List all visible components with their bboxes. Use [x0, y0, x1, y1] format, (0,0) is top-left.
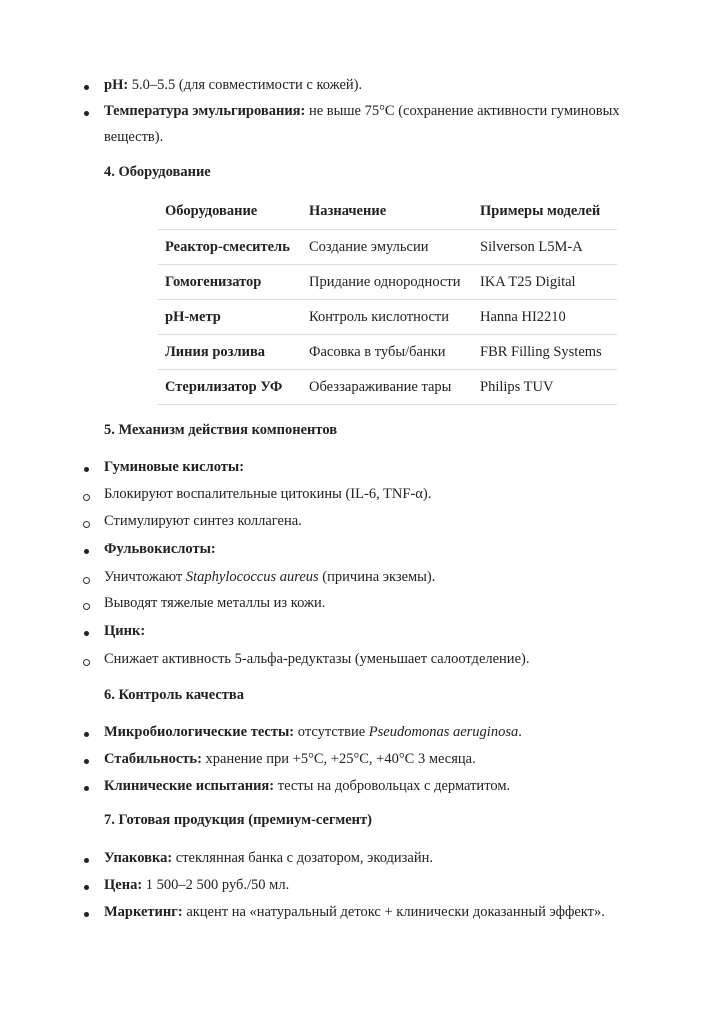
sub-bullet-icon: [83, 494, 90, 501]
table-cell: Фасовка в тубы/банки: [302, 335, 473, 370]
table-cell: Реактор-смеситель: [158, 230, 302, 265]
table-row: [158, 230, 617, 265]
table-row: [158, 370, 617, 405]
fulvic-item-1-pre: Уничтожают: [104, 569, 186, 585]
clin-value: тесты на добровольцах с дерматитом.: [274, 778, 511, 794]
equipment-table: [158, 193, 617, 405]
mkt-line: [104, 904, 605, 921]
micro-line: [104, 724, 522, 741]
table-header-row: [158, 193, 617, 230]
table-row: [158, 300, 617, 335]
fulvic-label: [104, 541, 216, 558]
table-cell: Стерилизатор УФ: [158, 370, 302, 405]
table-header: Оборудование: [158, 193, 302, 230]
temp-line-cont: веществ).: [104, 129, 164, 145]
table-header: Назначение: [302, 193, 473, 230]
zinc-label-text: Цинк:: [104, 623, 146, 639]
zinc-item-1: Снижает активность 5-альфа-редуктазы (уменьшает салоотделение).: [104, 651, 530, 667]
pack-line: [104, 850, 433, 867]
section-7-title: 7. Готовая продукция (премиум-сегмент): [104, 812, 372, 828]
clin-label: Клинические испытания:: [104, 778, 275, 794]
ph-label: pH:: [104, 77, 129, 93]
ph-line: [104, 77, 362, 94]
bullet-icon: [84, 858, 89, 863]
humic-item-2: Стимулируют синтез коллагена.: [104, 513, 302, 529]
humic-item-1: Блокируют воспалительные цитокины (IL-6, TNF-α).: [104, 486, 432, 502]
fulvic-label-text: Фульвокислоты:: [104, 541, 216, 557]
table-header: Примеры моделей: [473, 193, 617, 230]
price-value: 1 500–2 500 руб./50 мл.: [142, 877, 290, 893]
bullet-icon: [84, 759, 89, 764]
bullet-icon: [84, 111, 89, 116]
micro-italic: Pseudomonas aeruginosa: [368, 724, 519, 740]
zinc-label: [104, 623, 145, 640]
sub-bullet-icon: [83, 521, 90, 528]
fulvic-item-1-post: (причина экземы).: [318, 569, 436, 585]
table-cell: IKA T25 Digital: [473, 265, 617, 300]
table-cell: Контроль кислотности: [302, 300, 473, 335]
clin-line: [104, 778, 510, 795]
sub-bullet-icon: [83, 577, 90, 584]
bullet-icon: [84, 467, 89, 472]
stab-value: хранение при +5°C, +25°C, +40°C 3 месяца.: [201, 751, 476, 767]
table-cell: Гомогенизатор: [158, 265, 302, 300]
humic-label: [104, 459, 244, 476]
table-row: [158, 265, 617, 300]
bullet-icon: [84, 912, 89, 917]
bullet-icon: [84, 549, 89, 554]
bullet-icon: [84, 786, 89, 791]
temp-value: не выше 75°C (сохранение активности гуминовых: [305, 103, 620, 119]
pack-value: стеклянная банка с дозатором, экодизайн.: [172, 850, 433, 866]
bullet-icon: [84, 885, 89, 890]
mkt-label: Маркетинг:: [104, 904, 183, 920]
humic-label-text: Гуминовые кислоты:: [104, 459, 245, 475]
table-row: [158, 335, 617, 370]
ph-value: 5.0–5.5 (для совместимости с кожей).: [128, 77, 363, 93]
micro-pre: отсутствие: [294, 724, 369, 740]
table-cell: Создание эмульсии: [302, 230, 473, 265]
mkt-value: акцент на «натуральный детокс + клинически доказанный эффект».: [182, 904, 605, 920]
section-4-title: 4. Оборудование: [104, 164, 211, 180]
fulvic-item-2: Выводят тяжелые металлы из кожи.: [104, 595, 326, 611]
table-cell: Hanna HI2210: [473, 300, 617, 335]
table-cell: Линия розлива: [158, 335, 302, 370]
temp-label: Температура эмульгирования:: [104, 103, 306, 119]
price-label: Цена:: [104, 877, 143, 893]
bullet-icon: [84, 85, 89, 90]
micro-post: .: [518, 724, 522, 740]
table-cell: Придание однородности: [302, 265, 473, 300]
fulvic-item-1: [104, 569, 435, 586]
bullet-icon: [84, 631, 89, 636]
stab-line: [104, 751, 476, 768]
table-cell: Обеззараживание тары: [302, 370, 473, 405]
section-6-title: 6. Контроль качества: [104, 687, 244, 703]
section-5-title: 5. Механизм действия компонентов: [104, 422, 338, 438]
sub-bullet-icon: [83, 659, 90, 666]
table-cell: Silverson L5M-A: [473, 230, 617, 265]
table-cell: pH-метр: [158, 300, 302, 335]
micro-label: Микробиологические тесты:: [104, 724, 295, 740]
table-cell: FBR Filling Systems: [473, 335, 617, 370]
temp-line: [104, 103, 620, 120]
sub-bullet-icon: [83, 603, 90, 610]
pack-label: Упаковка:: [104, 850, 173, 866]
fulvic-item-1-italic: Staphylococcus aureus: [185, 569, 319, 585]
price-line: [104, 877, 289, 894]
stab-label: Стабильность:: [104, 751, 202, 767]
bullet-icon: [84, 732, 89, 737]
table-cell: Philips TUV: [473, 370, 617, 405]
